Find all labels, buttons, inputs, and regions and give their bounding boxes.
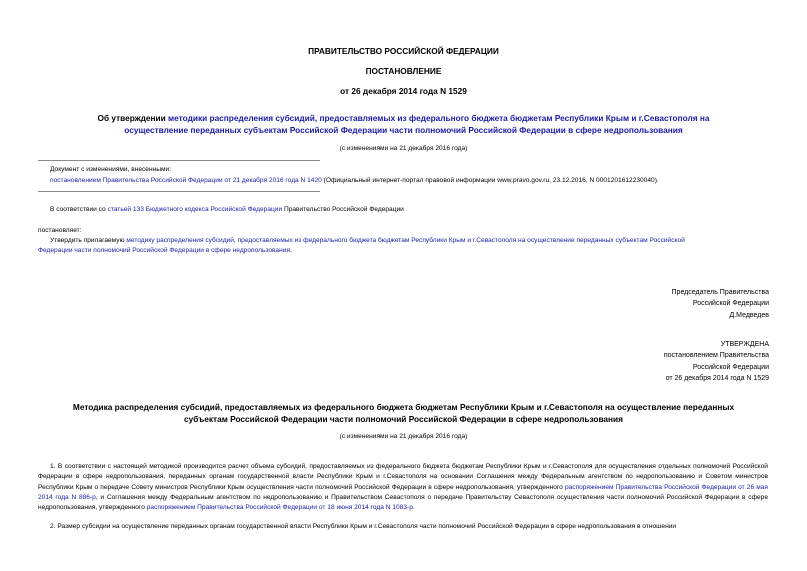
- date-number-heading: от 26 декабря 2014 года N 1529: [340, 86, 467, 96]
- method-title-line1: Методика распределения субсидий, предоставляемых из федерального бюджета бюджетам Республики Крым и г.Севастополя на осуществление переданных: [72, 402, 735, 412]
- p1-text-c: .: [412, 504, 415, 512]
- amend-source: [50, 177, 659, 184]
- amend-source-text: (Официальный интернет-портал правовой информации www.pravo.gov.ru, 23.12.2016, N 0001201612230040).: [321, 177, 659, 184]
- amend-decree-link[interactable]: постановлением Правительства Российской Федерации от 21 декабря 2016 года N 1420: [50, 177, 322, 184]
- approval-line3: Российской Федерации: [692, 363, 769, 371]
- decree-start: Утвердить прилагаемую: [50, 237, 127, 244]
- method-amendments-note: (с изменениями на 21 декабря 2016 года): [339, 433, 468, 440]
- title-prefix: Об утверждении: [97, 113, 169, 123]
- title-link-line2[interactable]: осуществление переданных субъектам Российской Федерации части полномочий Российской Федерации в сфере недропользования: [124, 125, 683, 135]
- paragraph-1: [38, 462, 768, 513]
- divider-bottom: [38, 191, 320, 192]
- signature-line3: Д.Медведев: [729, 311, 769, 319]
- p1-text-b: , и Соглашения между Федеральным агентством по недропользованию и Правительством Севастополя о передаче Правительству Севастополя осуществления части полномочий Российской Федерации в сфере недропользования, утвержденного: [38, 493, 769, 512]
- amend-label: Документ с изменениями, внесенными:: [50, 166, 172, 173]
- decree-line1: [50, 237, 685, 244]
- preamble-end: Правительство Российской Федерации: [282, 206, 404, 213]
- document-title-line1: [0, 113, 807, 123]
- document-title-line2: [0, 125, 807, 135]
- signature-block: [672, 287, 769, 321]
- amendments-note: (с изменениями на 21 декабря 2016 года): [339, 145, 468, 152]
- paragraph-2: [38, 522, 768, 532]
- p1-order-1083-link[interactable]: распоряжением Правительства Российской Федерации от 18 июня 2014 года N 1083-р: [146, 504, 413, 512]
- p2-text: 2. Размер субсидии на осуществление переданных органам государственной власти Республики Крым и г.Севастополя части полномочий Российской Федерации в сфере недропользования в отношении: [50, 523, 677, 530]
- decree-word: постановляет:: [38, 227, 82, 234]
- government-heading: ПРАВИТЕЛЬСТВО РОССИЙСКОЙ ФЕДЕРАЦИИ: [308, 46, 499, 56]
- methodology-link-cont[interactable]: Федерации части полномочий Российской Федерации в сфере недропользования: [38, 247, 290, 254]
- signature-line2: Российской Федерации: [692, 300, 769, 308]
- doc-type-heading: ПОСТАНОВЛЕНИЕ: [365, 66, 442, 76]
- method-title-line2: субъектам Российской Федерации части полномочий Российской Федерации в сфере недропользования: [183, 414, 624, 424]
- budget-code-link[interactable]: статьей 133 Бюджетного кодекса Российской Федерации: [107, 206, 283, 213]
- approval-line4: от 26 декабря 2014 года N 1529: [665, 374, 769, 382]
- title-link-line1[interactable]: методики распределения субсидий, предоставляемых из федерального бюджета бюджетам Республики Крым и г.Севастополя на: [168, 113, 710, 123]
- preamble-start: В соответствии со: [50, 206, 108, 213]
- divider-top: [38, 160, 320, 161]
- decree-end: .: [289, 247, 292, 254]
- p1-order-886-link[interactable]: распоряжением Правительства Российской Федерации от 26 мая 2014 года N 886-р: [38, 483, 768, 501]
- approval-block: [664, 339, 769, 384]
- signature-line1: Председатель Правительства: [671, 289, 769, 296]
- p1-text-a: 1. В соответствии с настоящей методикой производится расчет объема субсидий, предоставляемых из федерального бюджета бюджетам Республики Крым и г.Севастополя для осуществления отдельных полномочий Российской Федерации в сфере недропользования, переданных органам государственной власти Республики Крым и г.Севастополя на основании Соглашения между Федеральным агентством по недропользованию и Советом министров Республики Крым о передаче Совету министров Республики Крым осуществления части полномочий Российской Федерации в сфере недропользования, утвержденного: [38, 463, 768, 491]
- decree-line2: [38, 247, 292, 254]
- methodology-link[interactable]: методику распределения субсидий, предоставляемых из федерального бюджета бюджетам Республики Крым и г.Севастополя на осуществление переданных субъектам Российской: [126, 237, 685, 244]
- approval-line1: УТВЕРЖДЕНА: [720, 341, 769, 348]
- preamble: [50, 206, 404, 213]
- approval-line2: постановлением Правительства: [663, 352, 769, 360]
